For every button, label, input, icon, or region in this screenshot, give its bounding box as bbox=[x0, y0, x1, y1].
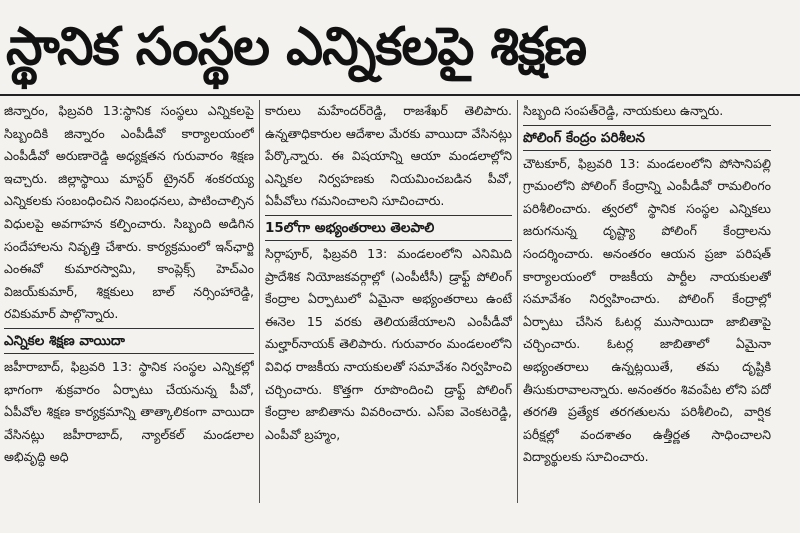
column-3 bbox=[523, 100, 771, 515]
article-body: జహీరాబాద్, ఫిబ్రవరి 13: స్థానిక సంస్థల ఎన్నికల్లో భాగంగా శుక్రవారం ఏర్పాటు చేయనున్న పీవో, ఏపీవోల శిక్షణ కార్యక్రమాన్ని తాత్కాలికంగా వాయిదా వేసినట్లు జహీరాబాద్, న్యాల్‌కల్ మండలాల అభివృద్ధి అధి bbox=[4, 358, 254, 465]
article-body: జిన్నారం, ఫిబ్రవరి 13:స్థానిక సంస్థలు ఎన్నికలపై సిబ్బందికి జిన్నారం ఎంపీడీవో కార్యాలయంలో ఎంపీడీవో అరుణారెడ్డి అధ్యక్షతన గురువారం శిక్షణ ఇచ్చారు. జిల్లాస్థాయి మాస్టర్ ట్రైనర్ శంకరయ్య ఎన్నికలకు సంబంధించిన నిబంధనలు, పాటించాల్సిన విధులపై అవగాహన కల్పించారు. సిబ్బంది అడిగిన సందేహాలను నివృత్తి చేశారు. కార్యక్రమంలో ఇన్‌ఛార్జి ఎంఈవో కుమారస్వామి, కాంప్లెక్స్ హెచ్‌ఎం విజయ్‌కుమార్, శిక్షకులు బాల్ నర్సింహారెడ్డి, రవికుమార్ పాల్గొన్నారు. bbox=[4, 103, 254, 322]
subheading: 15లోగా అభ్యంతరాలు తెలపాలి bbox=[265, 215, 512, 241]
subheading: పోలింగ్ కేంద్రం పరిశీలన bbox=[523, 125, 771, 151]
article-body: సిర్గాపూర్, ఫిబ్రవరి 13: మండలంలోని ఎనిమిది ప్రాదేశిక నియోజకవర్గాల్లో (ఎంపీటీసీ) డ్రాఫ్ట్ పోలింగ్ కేంద్రాల ఏర్పాటులో ఏమైనా అభ్యంతరాలు ఉంటే ఈనెల 15 వరకు తెలియజేయాలని ఎంపీడీవో మల్హార్‌నాయక్ తెలిపారు. గురువారం మండలంలోని వివిధ రాజకీయ నాయకులతో సమావేశం నిర్వహించి చర్చించారు. కొత్తగా రూపొందించి డ్రాఫ్ట్ పోలింగ్ కేంద్రాల జాబితాను వివరించారు. ఎస్ఐ వెంకటరెడ్డి, ఎంపీవో బ్రహ్మం, bbox=[265, 245, 512, 442]
column-divider bbox=[517, 100, 518, 503]
column-divider bbox=[259, 100, 260, 503]
column-2 bbox=[265, 100, 512, 515]
article-body: కారులు మహేందర్‌రెడ్డి, రాజశేఖర్ తెలిపారు. ఉన్నతాధికారుల ఆదేశాల మేరకు వాయిదా వేసినట్లు పేర్కొన్నారు. ఈ విషయాన్ని ఆయా మండలాల్లోని ఎన్నికల నిర్వహణకు నియమించబడిన పీవో, ఏపీవోలు గమనించాలని సూచించారు. bbox=[265, 103, 512, 209]
article-body: చౌటకూర్, ఫిబ్రవరి 13: మండలంలోని పోసానిపల్లి గ్రామంలోని పోలింగ్ కేంద్రాన్ని ఎంపీడీవో రామలింగం పరిశీలించారు. త్వరలో స్థానిక సంస్థల ఎన్నికలు జరుగనున్న దృష్ట్యా పోలింగ్ కేంద్రాలను సందర్శించారు. అనంతరం ఆయన ప్రజా పరిషత్ కార్యాలయంలో రాజకీయ పార్టీల నాయకులతో సమావేశం నిర్వహించారు. పోలింగ్ కేంద్రాల్లో ఏర్పాటు చేసిన ఓటర్ల ముసాయిదా జాబితాపై చర్చించారు. ఓటర్ల జాబితాలో ఏమైనా అభ్యంతరాలు ఉన్నట్లయితే, తమ దృష్టికి తీసుకురావాలన్నారు. అనంతరం శివంపేట లోని పదో తరగతి ప్రత్యేక తరగతులను పరిశీలించి, వార్షిక పరీక్షల్లో వందశాతం ఉత్తీర్ణత సాధించాలని విద్యార్థులకు సూచించారు. bbox=[523, 155, 771, 465]
subheading: ఎన్నికల శిక్షణ వాయిదా bbox=[4, 328, 254, 354]
column-1 bbox=[4, 100, 254, 515]
headline: స్థానిక సంస్థల ఎన్నికలపై శిక్షణ bbox=[6, 17, 587, 77]
headline-rule bbox=[0, 94, 800, 96]
article-body: సిబ్బంది సంపత్‌రెడ్డి, నాయకులు ఉన్నారు. bbox=[523, 103, 724, 118]
